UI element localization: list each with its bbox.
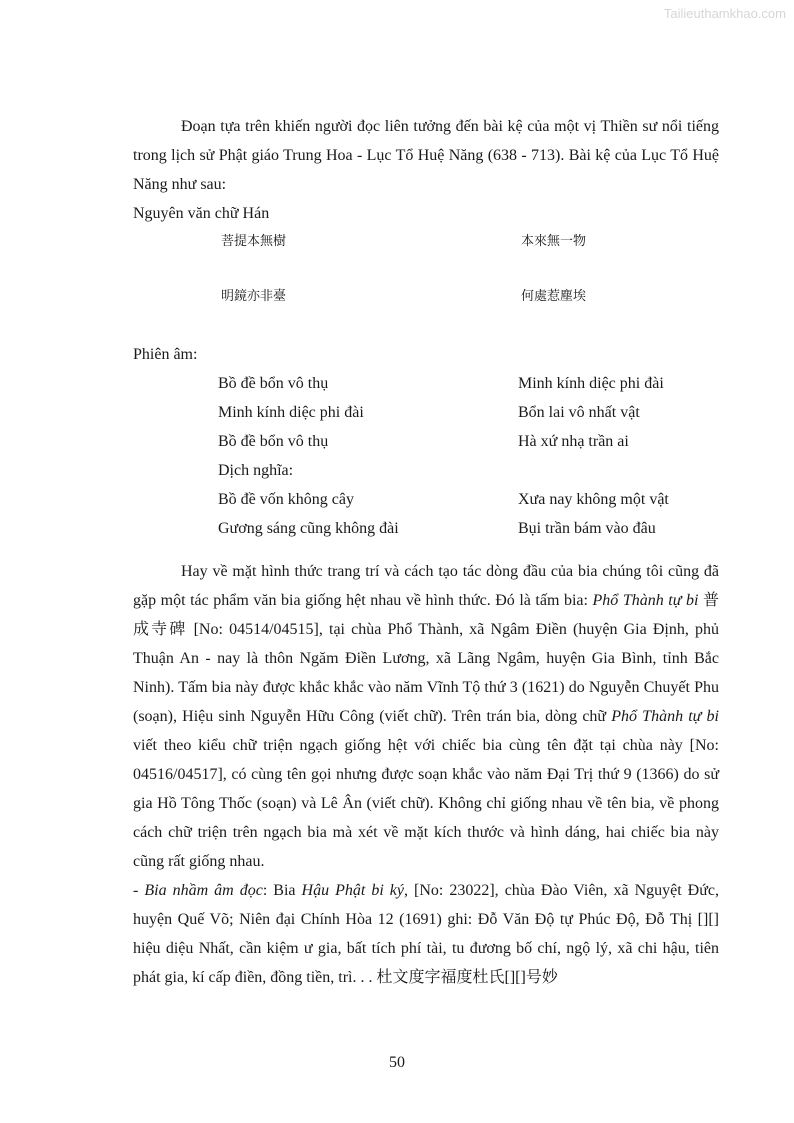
text-run: - (133, 882, 145, 899)
verse-left: Bồ đề vốn không cây (218, 491, 354, 508)
phien-am-row (133, 398, 719, 427)
han-row (133, 230, 719, 258)
text-run: Hay về mặt hình thức trang trí và cách tạo tác dòng đầu của bia chúng tôi cũng đã gặp một tác phẩm văn bia giống hệt nhau về hình thức. Đó là tấm bia: (133, 563, 719, 609)
verse-left: Gương sáng cũng không đài (218, 520, 399, 537)
dich-nghia-label-row (133, 456, 719, 485)
verse-right: Minh kính diệc phi đài (518, 375, 664, 392)
bullet-paragraph (133, 876, 719, 992)
page-number: 50 (389, 1054, 405, 1071)
verse-right: Bụi trần bám vào đâu (518, 520, 656, 537)
verse-right: Bổn lai vô nhất vật (518, 404, 640, 421)
dich-nghia-row (133, 514, 719, 543)
han-verse-block (133, 230, 719, 313)
verse-right: Xưa nay không một vật (518, 491, 669, 508)
verse-left: Bồ đề bổn vô thụ (218, 433, 329, 450)
italic-heading: Bia nhầm âm đọc (144, 882, 263, 899)
verse-left: Minh kính diệc phi đài (218, 404, 364, 421)
phien-am-row (133, 369, 719, 398)
han-row (133, 285, 719, 313)
dich-nghia-label: Dịch nghĩa: (218, 462, 294, 479)
italic-title: Phổ Thành tự bi (611, 708, 719, 725)
verse-right: Hà xứ nhạ trần ai (518, 433, 629, 450)
phien-am-row (133, 427, 719, 456)
italic-title: Phổ Thành tự bi (592, 592, 699, 609)
italic-title: Hậu Phật bi ký (301, 882, 404, 899)
page-content (133, 112, 719, 992)
verse-left: Bồ đề bổn vô thụ (218, 375, 329, 392)
text-run: , [No: 23022], chùa Đào Viên, xã Nguyệt Đức, huyện Quế Võ; Niên đại Chính Hòa 12 (1691) ghi: Đỗ Văn Độ tự Phúc Độ, Đỗ Thị [][] hiệu diệu Nhất, cần kiệm ư gia, bất tích phí tài, tu đương bố chí, ngộ lý, xã chi hậu, tiên phát gia, kí cấp điền, đồng tiền, trì. . . 杜文度字福度杜氏[][]号妙 (133, 882, 720, 986)
intro-paragraph: Đoạn tựa trên khiến người đọc liên tưởng đến bài kệ của một vị Thiền sư nổi tiếng trong lịch sử Phật giáo Trung Hoa - Lục Tổ Huệ Năng (638 - 713). Bài kệ của Lục Tổ Huệ Năng như sau: (133, 118, 719, 193)
phien-am-label: Phiên âm: (133, 346, 198, 363)
text-run: viết theo kiểu chữ triện ngạch giống hệt với chiếc bia cùng tên đặt tại chùa này [No: 04516/04517], có cùng tên gọi nhưng được soạn khắc vào năm Đại Trị thứ 9 (1366) do sử gia Hồ Tông Thốc (soạn) và Lê Ân (viết chữ). Không chỉ giống nhau về tên bia, về phong cách chữ triện trên ngạch bia mà xét về mặt kích thước và hình dáng, hai chiếc bia này cũng rất giống nhau. (133, 737, 719, 870)
text-run: 普成寺碑 [No: 04514/04515], tại chùa Phổ Thành, xã Ngâm Điền (huyện Gia Định, phủ Thuận An - nay là thôn Ngăm Điền Lương, xã Lãng Ngâm, huyện Gia Bình, tỉnh Bắc Ninh). Tấm bia này được khắc khắc vào năm Vĩnh Tộ thứ 3 (1621) do Nguyễn Chuyết Phu (soạn), Hiệu sinh Nguyễn Hữu Công (viết chữ). Trên trán bia, dòng chữ (133, 592, 719, 725)
han-right: 何處惹塵埃 (521, 288, 587, 303)
han-right: 本來無一物 (521, 233, 587, 248)
dich-nghia-row (133, 485, 719, 514)
han-left: 明鏡亦非臺 (221, 288, 287, 303)
text-run: : Bia (262, 882, 302, 899)
watermark-text: Tailieuthamkhao.com (663, 6, 786, 21)
body-paragraph (133, 557, 719, 876)
han-left: 菩提本無樹 (221, 233, 287, 248)
han-label: Nguyên văn chữ Hán (133, 205, 270, 222)
